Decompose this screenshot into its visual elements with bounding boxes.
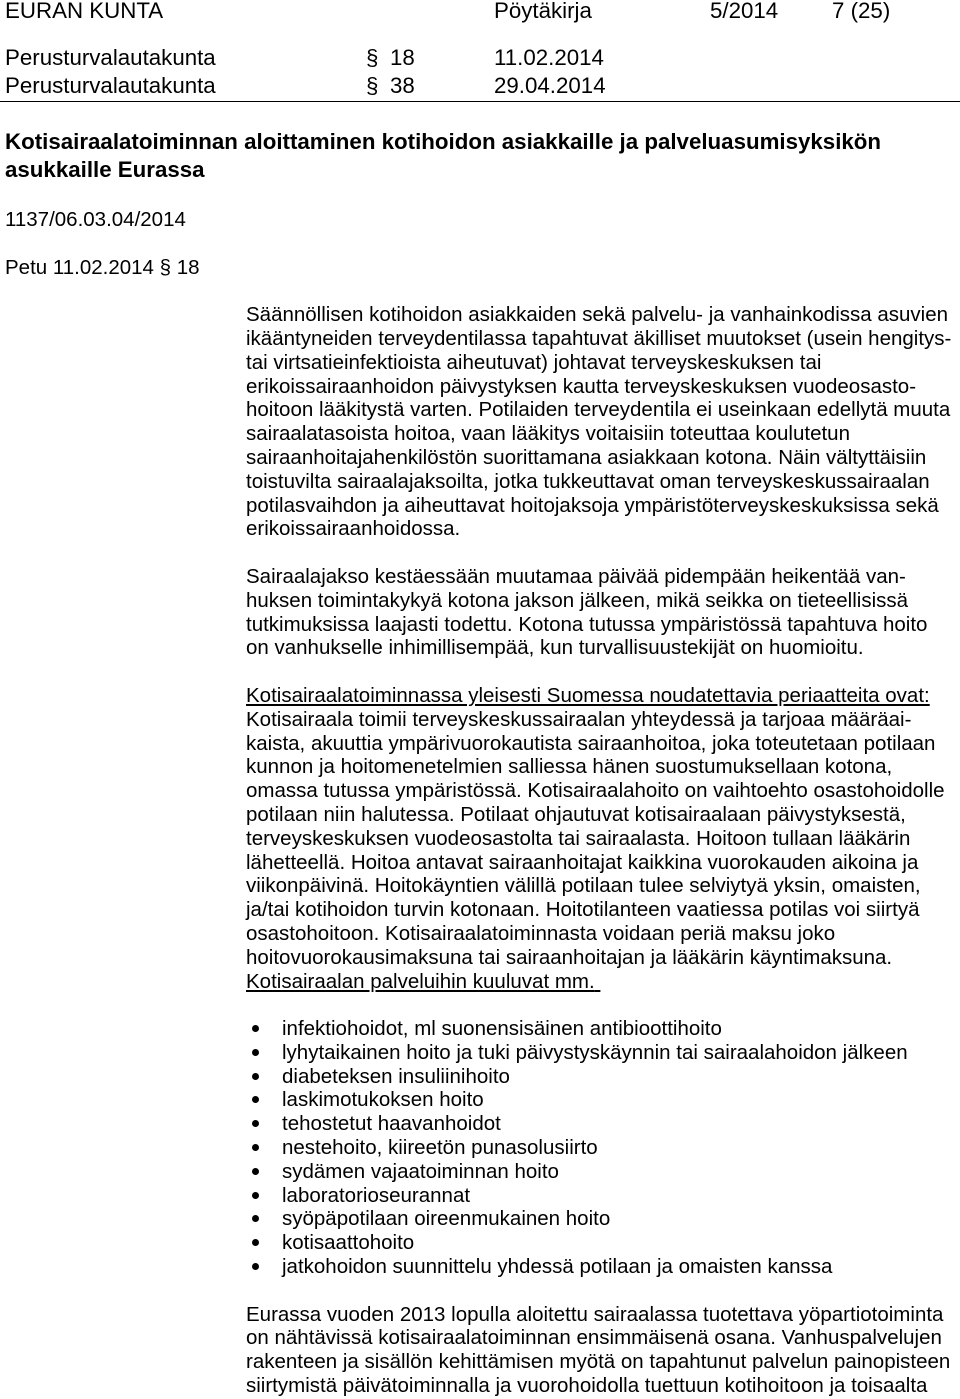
organization-name: EURAN KUNTA — [5, 0, 164, 23]
paragraph-line: hoitoon lääkitystä varten. Potilaiden terveydentila ei useinkaan edellytä muuta — [246, 398, 951, 422]
blank-line — [0, 232, 960, 256]
bullet-icon — [252, 1168, 259, 1175]
paragraph-line: ikääntyneiden terveydentilassa tapahtuvat äkilliset muutokset (usein hengitys- — [246, 326, 952, 350]
list-item — [0, 1136, 960, 1160]
list-item-text: tehostetut haavanhoidot — [282, 1112, 501, 1136]
bullet-icon — [252, 1096, 259, 1103]
paragraph-line: lähetteellä. Hoitoa antavat sairaanhoitajat kaikkina vuorokauden aikoina ja — [246, 850, 919, 874]
paragraph-line: terveyskeskuksen vuodeosastolta tai sairaalasta. Hoitoon tullaan lääkärin — [246, 826, 911, 850]
principles-heading — [0, 684, 960, 708]
paragraph-line: huksen toimintakykyä kotona jakson jälkeen, mikä seikka on tieteellisissä — [246, 588, 909, 612]
paragraph-line: potilasvaihdon ja aiheuttavat hoitojaksoja ympäristöterveyskeskuksissa sekä — [246, 493, 939, 517]
item-title-line: asukkaille Eurassa — [5, 157, 205, 182]
page-number: 7 (25) — [832, 0, 891, 23]
paragraph-line: osastohoitoon. Kotisairaalatoiminnasta voidaan periä maksu joko — [246, 921, 836, 945]
document-header — [0, 0, 960, 22]
paragraph-line: kaista, akuuttia ympärivuorokautista sairaanhoitoa, joka toteutetaan potilaan — [246, 731, 936, 755]
list-item-text: jatkohoidon suunnittelu yhdessä potilaan ja omaisten kanssa — [282, 1255, 833, 1279]
paragraph-line: potilaan niin halutessa. Potilaat ohjautuvat kotisairaalaan päivystyksestä, — [246, 802, 906, 826]
paragraph — [0, 565, 960, 660]
list-item — [0, 1184, 960, 1208]
paragraph-line: erikoissairaanhoidossa. — [246, 517, 461, 541]
paragraph — [0, 303, 960, 541]
meeting-row — [0, 44, 960, 72]
bullet-icon — [252, 1192, 259, 1199]
bullet-icon — [252, 1025, 259, 1032]
item-title — [5, 128, 881, 184]
paragraph-line: on vanhukselle inhimillisempää, kun turvallisuustekijät on huomioitu. — [246, 636, 864, 660]
paragraph-line: rakenteen ja sisällön kehittämisen myötä on tapahtunut palvelun painopisteen — [246, 1350, 951, 1374]
list-item-text: kotisaattohoito — [282, 1231, 415, 1255]
paragraph-line: on nähtävissä kotisairaalatoiminnan ensimmäisenä osana. Vanhuspalvelujen — [246, 1326, 942, 1350]
paragraph — [0, 1303, 960, 1398]
list-item — [0, 1231, 960, 1255]
paragraph-line: hoitovuorokausimaksuna tai sairaanhoitajan ja lääkärin käyntimaksuna. — [246, 945, 893, 969]
paragraph-line: ja/tai kotihoidon turvin kotonaan. Hoitotilanteen vaatiessa potilas voi siirtyä — [246, 898, 920, 922]
paragraph-line: Säännöllisen kotihoidon asiakkaiden sekä palvelu- ja vanhainkodissa asuvien — [246, 303, 949, 327]
paragraph-line: kunnon ja hoitomenetelmien salliessa hänen suostumuksellaan kotona, — [246, 755, 893, 779]
list-item — [0, 1017, 960, 1041]
bullet-icon — [252, 1239, 259, 1246]
section-sign: § — [159, 255, 172, 279]
item-title-line: Kotisairaalatoiminnan aloittaminen kotihoidon asiakkaille ja palveluasumisyksikön — [5, 129, 882, 154]
list-item — [0, 1255, 960, 1279]
document-type: Pöytäkirja — [494, 0, 592, 23]
paragraph-line: Kotisairaala toimii terveyskeskussairaalan yhteydessä ja tarjoaa määräai- — [246, 707, 912, 731]
list-item — [0, 1088, 960, 1112]
paragraph-line: siirtymistä päivätoiminnalla ja vuorohoidolla tuettuun kotihoitoon ja toisaalta — [246, 1374, 928, 1398]
bullet-icon — [252, 1144, 259, 1151]
services-intro-text: Kotisairaalan palveluihin kuuluvat mm. — [246, 969, 595, 993]
blank-line — [0, 279, 960, 303]
list-item — [0, 1160, 960, 1184]
list-item-text: laboratorioseurannat — [282, 1183, 471, 1207]
section-number: 18 — [176, 255, 200, 279]
item-reference-label: Petu 11.02.2014 — [5, 255, 154, 279]
meeting-date: 11.02.2014 — [494, 45, 604, 70]
bullet-icon — [252, 1263, 259, 1270]
bullet-icon — [252, 1049, 259, 1056]
meeting-body: Perusturvalautakunta — [5, 73, 216, 98]
paragraph-line: sairaanhoitajahenkilöstön suorittamana asiakkaan kotona. Näin vältyttäisiin — [246, 445, 927, 469]
section-sign: § — [366, 73, 379, 98]
paragraph-line: omassa tutussa ympäristössä. Kotisairaalahoito on vaihtoehto osastohoidolle — [246, 779, 945, 803]
document-number: 5/2014 — [710, 0, 779, 23]
paragraph-line: sairaalatasoista hoitoa, vaan lääkitys voitaisiin toteuttaa koulutetun — [246, 422, 850, 446]
paragraph-line: toistuvilta sairaalajaksoilta, jotka tukkeuttavat oman terveyskeskussairaalan — [246, 469, 930, 493]
list-item-text: lyhytaikainen hoito ja tuki päivystyskäynnin tai sairaalahoidon jälkeen — [282, 1040, 908, 1064]
list-item-text: laskimotukoksen hoito — [282, 1088, 484, 1112]
paragraph-line: Sairaalajakso kestäessään muutamaa päivää pidempään heikentää van- — [246, 564, 906, 588]
services-list — [0, 1017, 960, 1279]
list-item-text: nestehoito, kiireetön punasolusiirto — [282, 1136, 598, 1160]
section-number: 18 — [390, 45, 415, 70]
record-number: 1137/06.03.04/2014 — [5, 208, 186, 231]
meeting-row — [0, 72, 960, 100]
paragraph-line: viikonpäivinä. Hoitokäyntien välillä potilaan tulee selviytyä yksin, omaisten, — [246, 874, 921, 898]
list-item — [0, 1065, 960, 1089]
principles-heading-text: Kotisairaalatoiminnassa yleisesti Suomessa noudatettavia periaatteita ovat: — [246, 683, 930, 707]
list-item — [0, 1207, 960, 1231]
document-body — [0, 208, 960, 1398]
services-intro — [0, 970, 960, 994]
list-item-text: diabeteksen insuliinihoito — [282, 1064, 510, 1088]
list-item — [0, 1041, 960, 1065]
bullet-icon — [252, 1215, 259, 1222]
blank-line — [0, 993, 960, 1017]
blank-line — [0, 1279, 960, 1303]
meeting-date: 29.04.2014 — [494, 73, 606, 98]
paragraph-line: erikoissairaanhoidon päivystyksen kautta terveyskeskuksen vuodeosasto- — [246, 374, 917, 398]
blank-line — [0, 660, 960, 684]
header-divider — [0, 101, 960, 102]
blank-line — [0, 541, 960, 565]
bullet-icon — [252, 1120, 259, 1127]
section-number: 38 — [390, 73, 415, 98]
list-item — [0, 1112, 960, 1136]
paragraph-line: tai virtsatieinfektioista aiheutuvat) johtavat terveyskeskuksen tai — [246, 350, 822, 374]
bullet-icon — [252, 1073, 259, 1080]
list-item-text: infektiohoidot, ml suonensisäinen antibioottihoito — [282, 1017, 722, 1041]
principles-section — [0, 684, 960, 993]
section-sign: § — [366, 45, 379, 70]
paragraph-line: tutkimuksissa laajasti todettu. Kotona tutussa ympäristössä tapahtuva hoito — [246, 612, 928, 636]
item-reference — [0, 256, 960, 280]
paragraph-line: Eurassa vuoden 2013 lopulla aloitettu sairaalassa tuotettava yöpartiotoiminta — [246, 1302, 944, 1326]
list-item-text: sydämen vajaatoiminnan hoito — [282, 1159, 559, 1183]
meeting-body: Perusturvalautakunta — [5, 45, 216, 70]
list-item-text: syöpäpotilaan oireenmukainen hoito — [282, 1207, 611, 1231]
